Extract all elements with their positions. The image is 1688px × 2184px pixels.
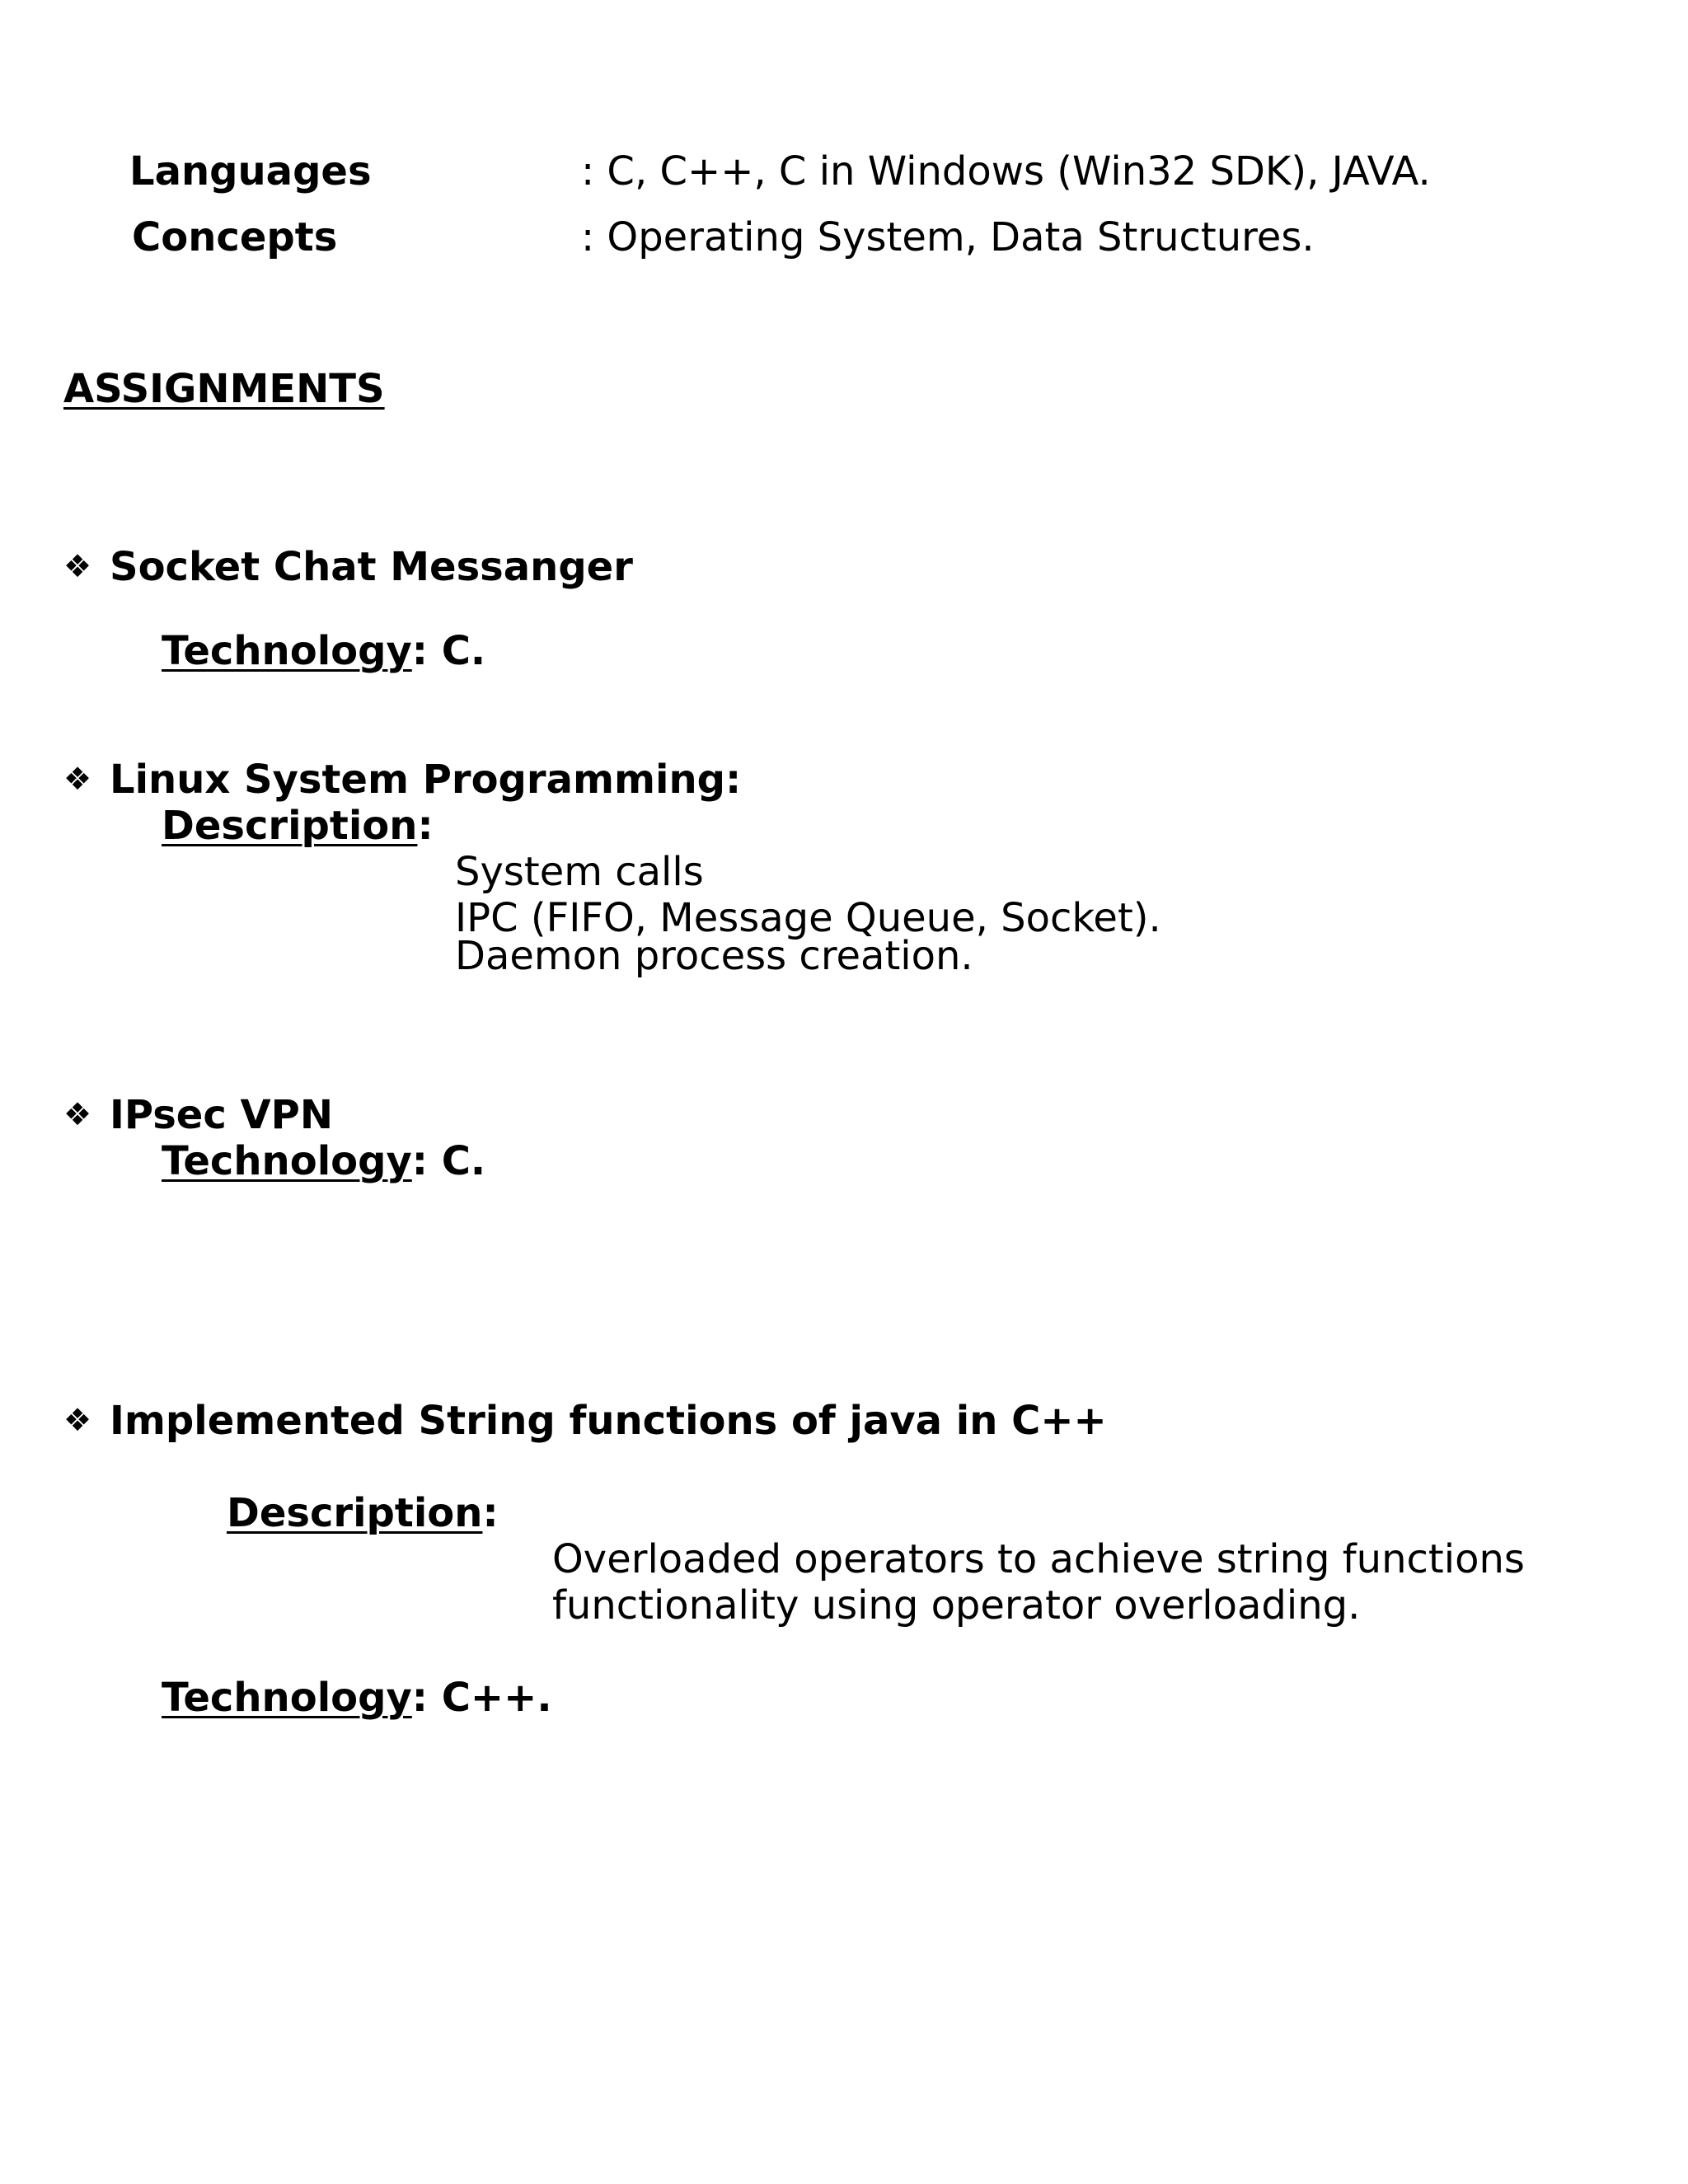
assignment-description-label: [227, 1490, 499, 1536]
assignment-technology: [162, 1675, 552, 1721]
technology-value: : C.: [411, 628, 486, 674]
assignment-title: Linux System Programming:: [110, 757, 742, 803]
skill-label-concepts: Concepts: [132, 214, 338, 260]
assignment-title: Implemented String functions of java in C++: [110, 1398, 1107, 1444]
description-label: Description: [162, 803, 418, 849]
skill-value-concepts: : Operating System, Data Structures.: [581, 214, 1315, 260]
description-colon: :: [482, 1490, 499, 1536]
diamond-bullet-icon: ❖: [63, 548, 92, 584]
assignment-title: Socket Chat Messanger: [110, 544, 633, 590]
technology-label: Technology: [162, 1675, 412, 1721]
skill-label-languages: Languages: [129, 148, 372, 194]
assignment-description-label: [162, 803, 434, 849]
diamond-bullet-icon: ❖: [63, 761, 92, 797]
assignment-title: IPsec VPN: [110, 1092, 333, 1138]
diamond-bullet-icon: ❖: [63, 1402, 92, 1438]
description-line: Daemon process creation.: [455, 933, 973, 979]
assignment-technology: [162, 1138, 485, 1184]
assignment-socket-chat: [63, 544, 633, 590]
assignment-ipsec-vpn: [63, 1092, 333, 1138]
description-colon: :: [417, 803, 434, 849]
technology-label: Technology: [162, 1138, 412, 1184]
diamond-bullet-icon: ❖: [63, 1096, 92, 1132]
assignment-technology: [162, 628, 485, 674]
assignment-linux-system-programming: [63, 757, 741, 803]
technology-label: Technology: [162, 628, 412, 674]
description-label: Description: [227, 1490, 483, 1536]
technology-value: : C.: [411, 1138, 486, 1184]
description-line: Overloaded operators to achieve string functions: [552, 1536, 1525, 1582]
assignment-string-functions: [63, 1398, 1107, 1444]
description-line: functionality using operator overloading.: [552, 1582, 1361, 1629]
description-line: IPC (FIFO, Message Queue, Socket).: [455, 895, 1161, 941]
skill-value-languages: : C, C++, C in Windows (Win32 SDK), JAVA.: [581, 148, 1431, 194]
section-heading-assignments: ASSIGNMENTS: [63, 366, 385, 412]
description-line: System calls: [455, 849, 704, 895]
technology-value: : C++.: [411, 1675, 552, 1721]
